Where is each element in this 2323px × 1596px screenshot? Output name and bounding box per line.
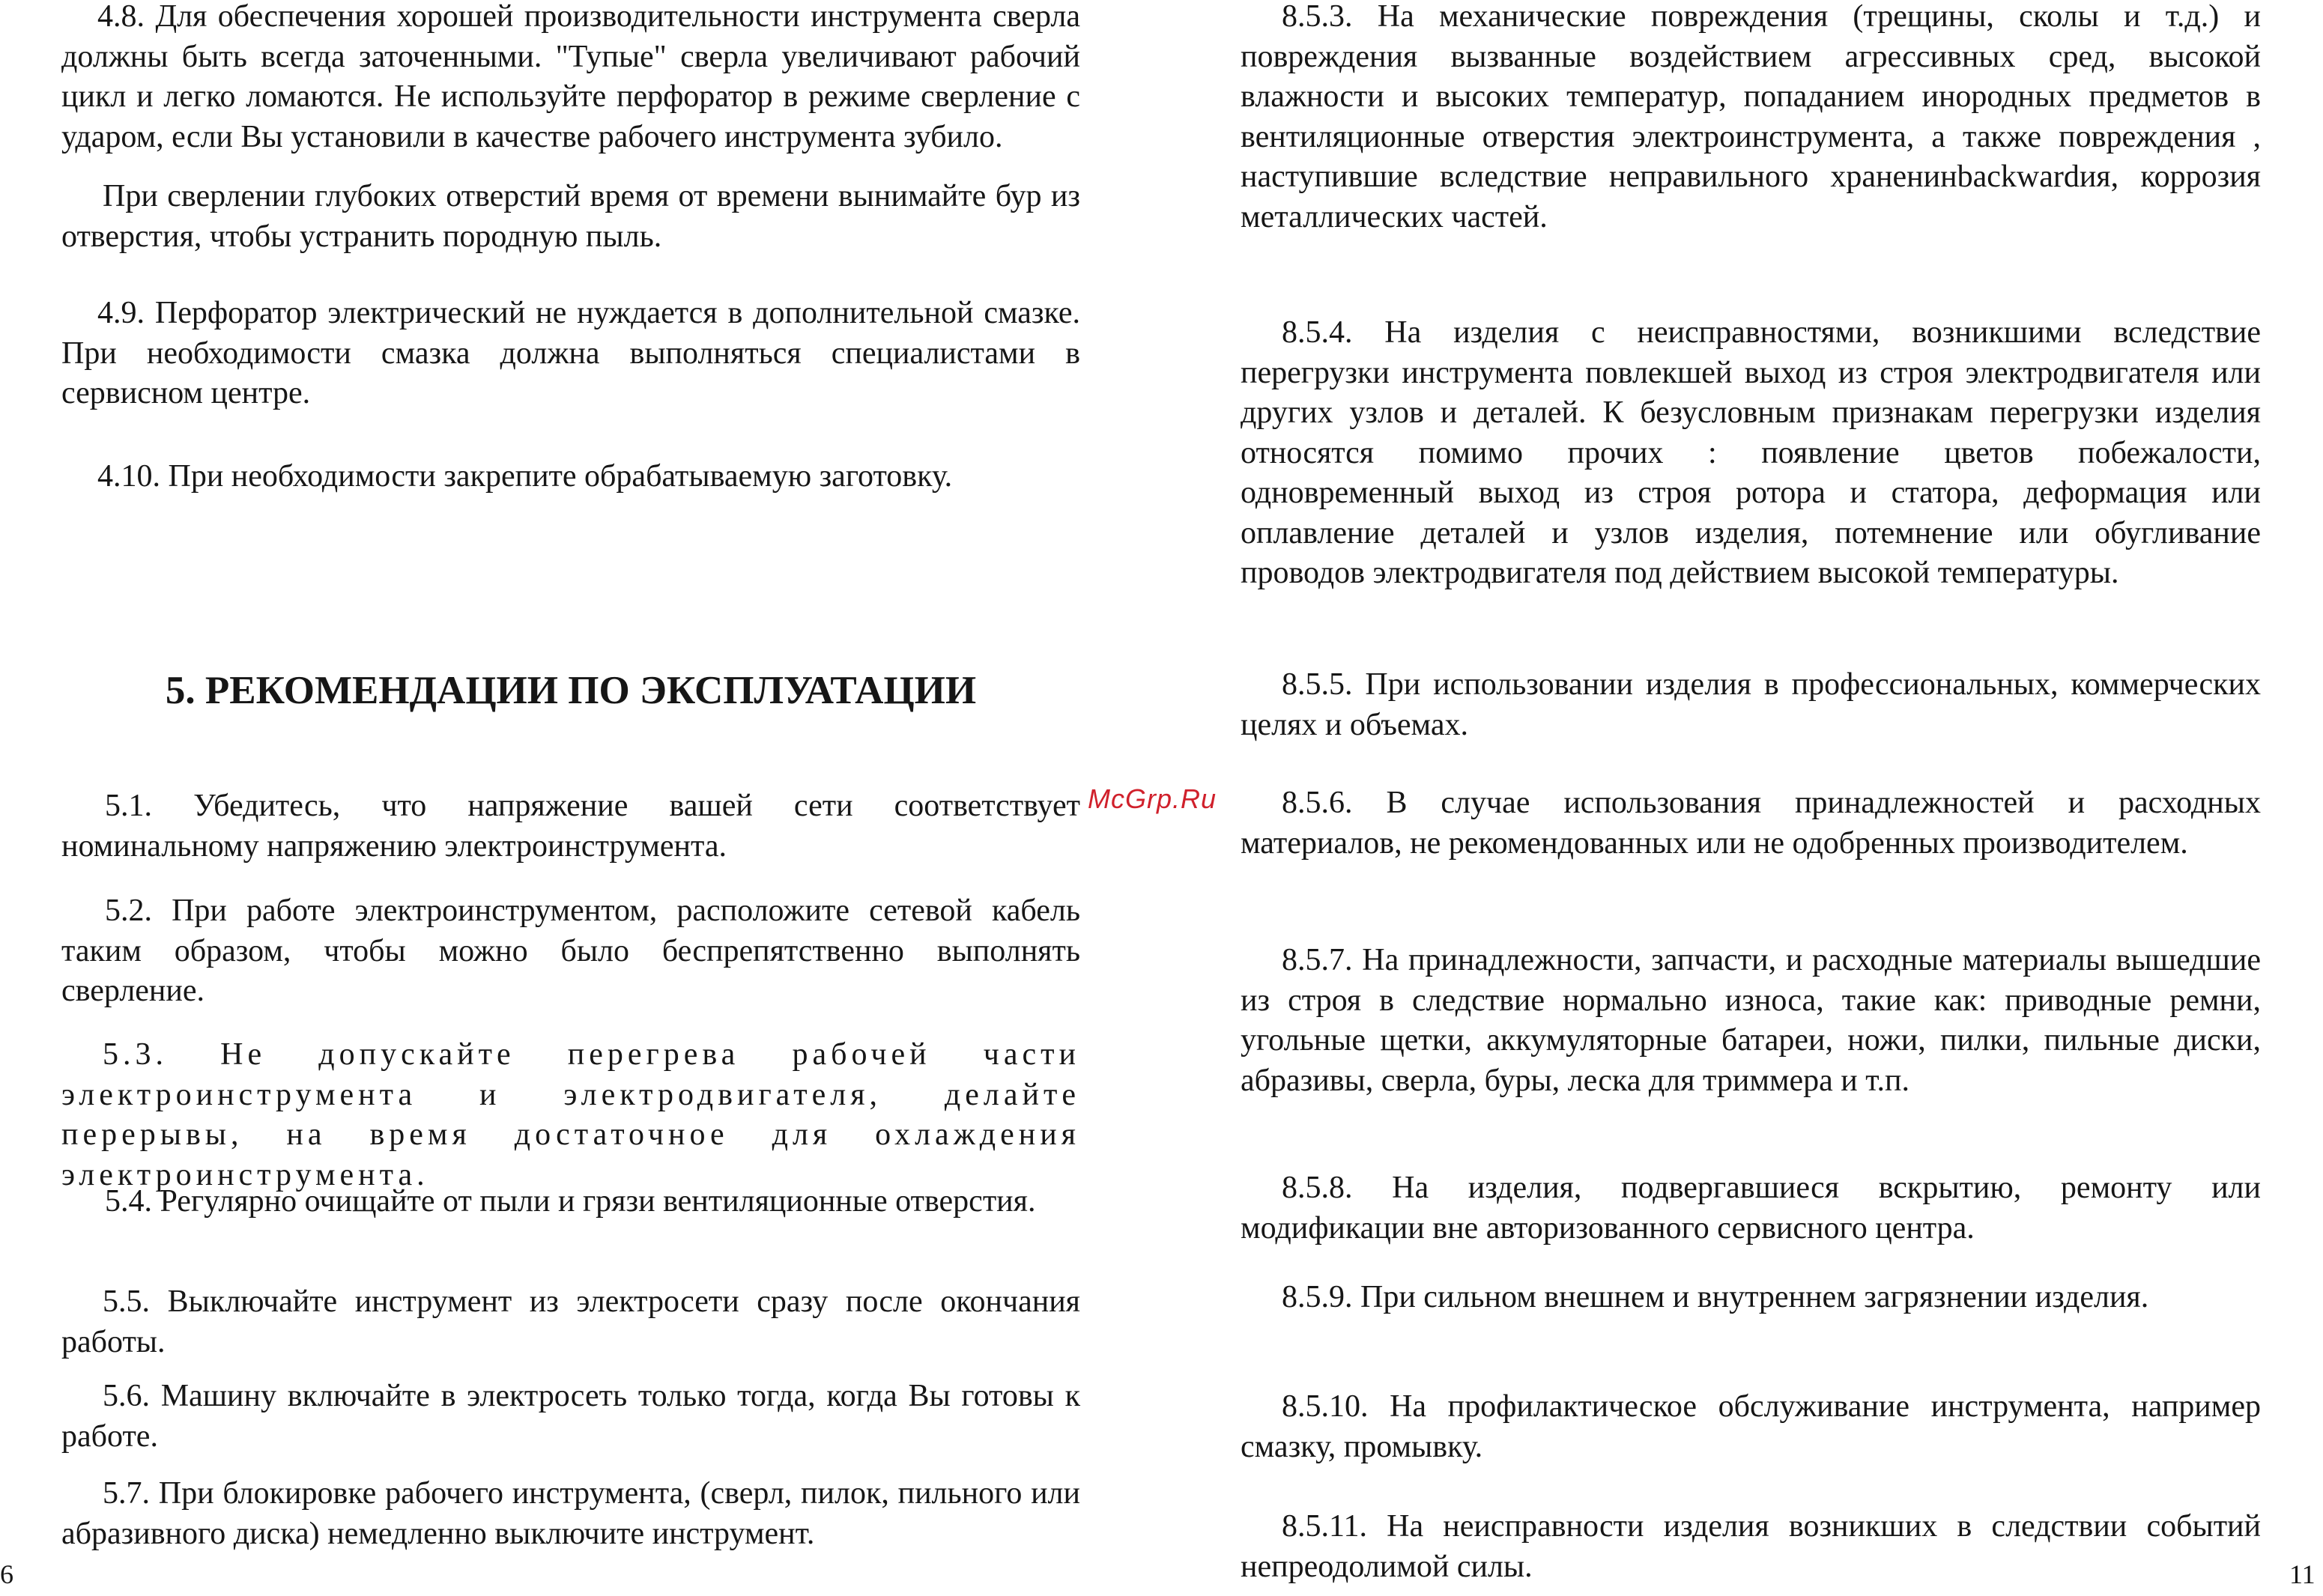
paragraph-4-10: 4.10. При необходимости закрепите обрабатываемую заготовку. [97, 459, 953, 494]
paragraph-8-5-9: 8.5.9. При сильном внешнем и внутреннем загрязнении изделия. [1282, 1280, 2149, 1314]
paragraph-5-7: 5.7. При блокировке рабочего инструмента, (сверл, пилок, пильного или абразивного диска) немедленно выключите инструмент. [61, 1476, 1080, 1551]
paragraph-5-1: 5.1. Убедитесь, что напряжение вашей сети соответствует номинальному напряжению электроинструмента. [61, 789, 1080, 864]
page-number-right: 11 [2289, 1559, 2316, 1589]
paragraph-4-9: 4.9. Перфоратор электрический не нуждается в дополнительной смазке. При необходимости смазка должна выполняться специалистами в сервисном центре. [61, 296, 1080, 410]
paragraph-4-8: 4.8. Для обеспечения хорошей производительности инструмента сверла должны быть всегда заточенными. "Тупые" сверла увеличивают рабочий цикл и легко ломаются. Не используйте перфоратор в режиме сверление с ударом, если Вы установили в качестве рабочего инструмента зубило. [61, 0, 1080, 154]
page-number-left: 6 [0, 1559, 13, 1589]
paragraph-8-5-11: 8.5.11. На неисправности изделия возникших в следствии событий непреодолимой силы. [1241, 1509, 2261, 1584]
paragraph-8-5-8: 8.5.8. На изделия, подвергавшиеся вскрытию, ремонту или модификации вне авторизованного сервисного центра. [1241, 1171, 2261, 1245]
paragraph-8-5-4: 8.5.4. На изделия с неисправностями, возникшими вследствие перегрузки инструмента повлекшей выход из строя электродвигателя или других узлов и деталей. К безусловным признакам перегрузки изделия относятся помимо прочих : появление цветов побежалости, одновременный выход из строя ротора и статора, деформация или оплавление деталей и узлов изделия, потемнение или обугливание проводов электродвигателя под действием высокой температуры. [1241, 315, 2261, 590]
paragraph-8-5-7: 8.5.7. На принадлежности, запчасти, и расходные материалы вышедшие из строя в следствие нормально износа, такие как: приводные ремни, угольные щетки, аккумуляторные батареи, ножи, пилки, пильные диски, абразивы, сверла, буры, леска для триммера и т.п. [1241, 943, 2261, 1098]
watermark-logo: McGrp.Ru [1088, 783, 1217, 814]
paragraph-5-3: 5.3. Не допускайте перегрева рабочей части электроинструмента и электродвигателя, делайте перерывы, на время достаточное для охлаждения электроинструмента. [61, 1037, 1080, 1192]
paragraph-5-5: 5.5. Выключайте инструмент из электросети сразу после окончания работы. [61, 1284, 1080, 1359]
paragraph-5-6: 5.6. Машину включайте в электросеть только тогда, когда Вы готовы к работе. [61, 1379, 1080, 1454]
paragraph-8-5-6: 8.5.6. В случае использования принадлежностей и расходных материалов, не рекомендованных или не одобренных производителем. [1241, 786, 2261, 861]
paragraph-8-5-5: 8.5.5. При использовании изделия в профессиональных, коммерческих целях и объемах. [1241, 667, 2261, 742]
paragraph-4-8-deep-holes: При сверлении глубоких отверстий время от времени вынимайте бур из отверстия, чтобы устранить породную пыль. [61, 179, 1080, 254]
paragraph-5-2: 5.2. При работе электроинструментом, расположите сетевой кабель таким образом, чтобы можно было беспрепятственно выполнять сверление. [61, 893, 1080, 1008]
paragraph-8-5-10: 8.5.10. На профилактическое обслуживание инструмента, например смазку, промывку. [1241, 1389, 2261, 1464]
paragraph-5-4: 5.4. Регулярно очищайте от пыли и грязи вентиляционные отверстия. [105, 1184, 1036, 1219]
paragraph-8-5-3: 8.5.3. На механические повреждения (трещины, сколы и т.д.) и повреждения вызванные воздействием агрессивных сред, высокой влажности и высоких температур, попаданием инородных предметов в вентиляционные отверстия электроинструмента, а также повреждения , наступившие вследствие неправильного храненинbackwardия, коррозия металлических частей. [1241, 0, 2261, 234]
section-5-heading: 5. РЕКОМЕНДАЦИИ ПО ЭКСПЛУАТАЦИИ [165, 669, 977, 712]
